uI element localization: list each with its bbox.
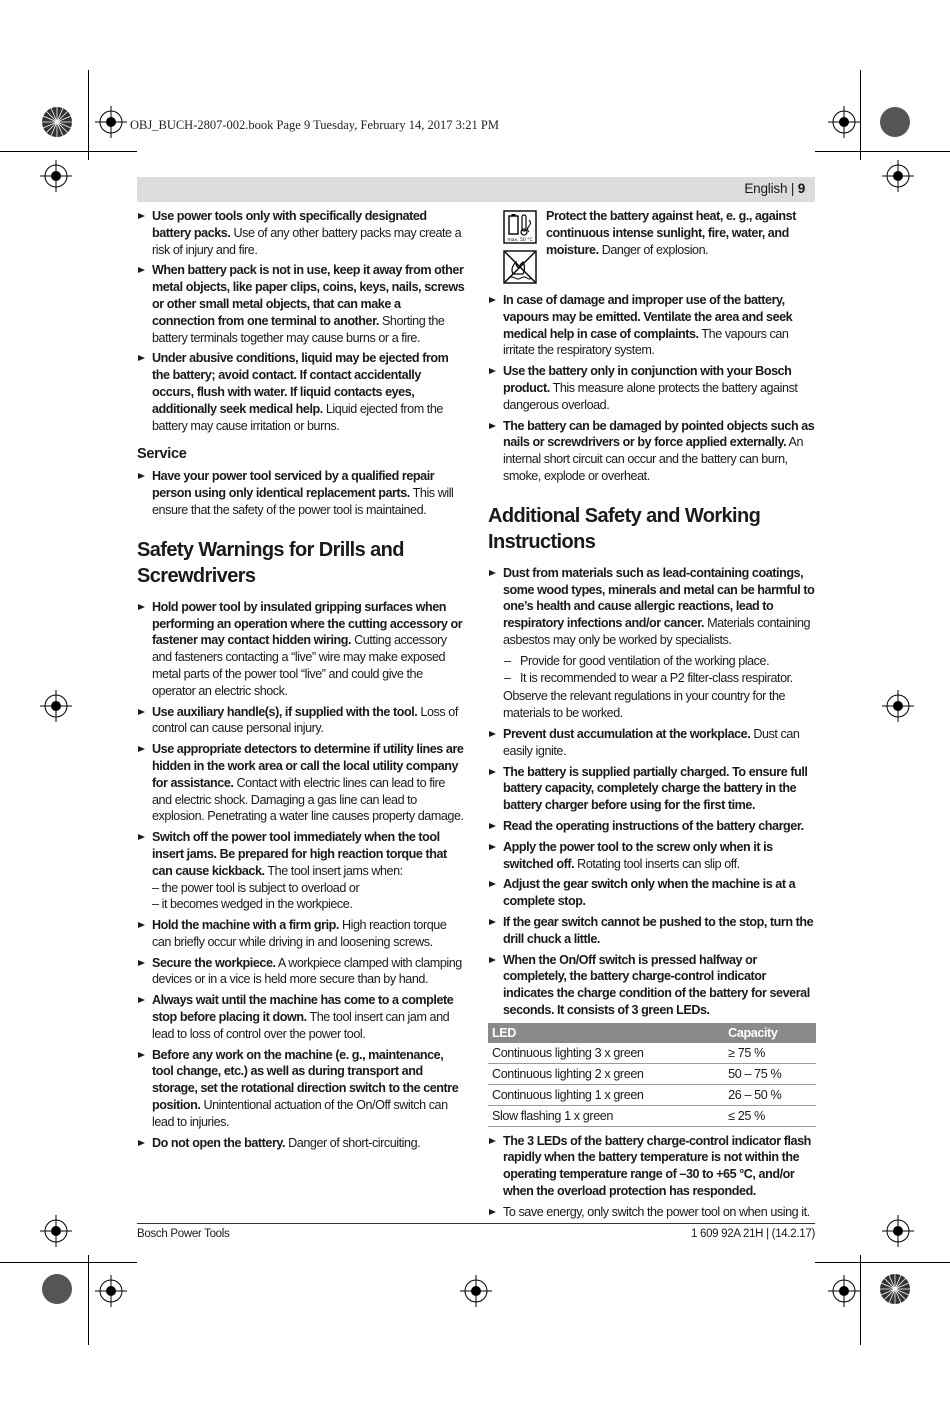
registration-target-icon: [460, 1275, 492, 1307]
registration-dot-icon: [878, 105, 912, 139]
bullet-arrow-icon: [489, 823, 496, 829]
table-cell: Continuous lighting 2 x green: [488, 1063, 724, 1084]
bullet-arrow-icon: [138, 355, 145, 361]
bullet-detectors: Use appropriate detectors to determine if utility lines are hidden in the work area or call the local utility company for assistance. Contact with electric lines can lead to fire and electric shock. Damaging a gas line can lead to explosion. Penetrating a water line causes property damage.: [137, 741, 465, 825]
table-cell: Slow flashing 1 x green: [488, 1105, 724, 1126]
registration-wheel-icon: [878, 1272, 912, 1306]
bullet-arrow-icon: [489, 368, 496, 374]
bullet-pointed-objects: The battery can be damaged by pointed objects such as nails or screwdrivers or by force applied externally. An internal short circuit can occur and the battery can burn, smoke, explode or overheat.: [488, 418, 816, 485]
bullet-arrow-icon: [138, 213, 145, 219]
running-head: English | 9: [744, 181, 805, 196]
bullet-vapours: In case of damage and improper use of the battery, vapours may be emitted. Ventilate the area and seek medical help in case of complaints. The vapours can irritate the respiratory system.: [488, 292, 816, 359]
running-head-language: English: [744, 181, 788, 196]
page-number: 9: [797, 181, 805, 196]
table-row: [488, 1084, 816, 1105]
bullet-arrow-icon: [138, 1140, 145, 1146]
bullet-arrow-icon: [489, 769, 496, 775]
led-capacity-table: [488, 1023, 816, 1127]
svg-text:max. 50 °C: max. 50 °C: [507, 238, 533, 243]
heat-warning: [488, 208, 816, 286]
no-fire-water-icon: [503, 250, 537, 284]
registration-dot-icon: [40, 1272, 74, 1306]
bullet-arrow-icon: [489, 423, 496, 429]
registration-target-icon: [882, 690, 914, 722]
bullet-arrow-icon: [489, 957, 496, 963]
registration-target-icon: [828, 106, 860, 138]
bullet-bosch-product: Use the battery only in conjunction with your Bosch product. This measure alone protects the battery against dangerous overload.: [488, 363, 816, 413]
service-heading: Service: [137, 446, 187, 463]
print-header: OBJ_BUCH-2807-002.book Page 9 Tuesday, February 14, 2017 3:21 PM: [130, 118, 499, 132]
drills-heading: Safety Warnings for Drills and Screwdrivers: [137, 538, 404, 587]
bullet-firm-grip: Hold the machine with a firm grip. High reaction torque can briefly occur while driving in and loosening screws.: [137, 917, 465, 951]
bullet-arrow-icon: [489, 1138, 496, 1144]
crop-mark: [0, 1262, 137, 1263]
bullet-arrow-icon: [138, 997, 145, 1003]
table-row: [488, 1043, 816, 1064]
battery-max-temperature-icon: [503, 210, 537, 244]
bullet-save-energy: To save energy, only switch the power tool on when using it.: [488, 1204, 816, 1221]
bullet-arrow-icon: [138, 1052, 145, 1058]
bullet-insulated-grip: Hold power tool by insulated gripping surfaces when performing an operation where the cutting accessory or fastener may contact hidden wiring. Cutting accessory and fasteners contacting a “live” wire may make exposed metal parts of the power tool “live” and could give the operator an electric shock.: [137, 599, 465, 700]
bullet-arrow-icon: [138, 834, 145, 840]
bullet-arrow-icon: [489, 1209, 496, 1215]
bullet-arrow-icon: [489, 731, 496, 737]
table-row: [488, 1063, 816, 1084]
bullet-maintenance: Before any work on the machine (e. g., maintenance, tool change, etc.) as well as during transport and storage, set the rotational direction switch to the centre position. Unintentional actuation of the On/Off switch can lead to injuries.: [137, 1047, 465, 1131]
crop-mark: [815, 151, 950, 152]
bullet-apply-switched-off: Apply the power tool to the screw only when it is switched off. Rotating tool inserts can slip off.: [488, 839, 816, 873]
header-band: [137, 177, 815, 202]
heat-warning-text: Protect the battery against heat, e. g., against continuous intense sunlight, fire, water, and moisture. Danger of explosion.: [546, 209, 796, 257]
bullet-open-battery: Do not open the battery. Danger of short-circuiting.: [137, 1135, 465, 1152]
registration-target-icon: [40, 1215, 72, 1247]
table-cell: 26 – 50 %: [724, 1084, 816, 1105]
bullet-arrow-icon: [489, 297, 496, 303]
registration-target-icon: [95, 1275, 127, 1307]
registration-target-icon: [828, 1275, 860, 1307]
bullet-arrow-icon: [138, 604, 145, 610]
bullet-auxiliary-handle: Use auxiliary handle(s), if supplied with the tool. Loss of control can cause personal injury.: [137, 704, 465, 738]
crop-mark: [860, 70, 861, 160]
registration-target-icon: [95, 106, 127, 138]
bullet-battery-packs: Use power tools only with specifically designated battery packs. Use of any other battery packs may create a risk of injury and fire.: [137, 208, 465, 258]
crop-mark: [860, 1255, 861, 1345]
bullet-charge-indicator: When the On/Off switch is pressed halfway or completely, the battery charge-control indicator indicates the charge condition of the battery for several seconds. It consists of 3 green LEDs.: [488, 952, 816, 1019]
bullet-insert-jams: Switch off the power tool immediately when the tool insert jams. Be prepared for high reaction torque that can cause kickback. The tool insert jams when: – the power tool is subject to overload or – it becomes wedged in the workpiece.: [137, 829, 465, 913]
registration-target-icon: [40, 690, 72, 722]
bullet-gear-switch-chuck: If the gear switch cannot be pushed to the stop, turn the drill chuck a little.: [488, 914, 816, 948]
bullet-arrow-icon: [138, 960, 145, 966]
bullet-complete-stop: Always wait until the machine has come to a complete stop before placing it down. The tool insert can jam and lead to loss of control over the power tool.: [137, 992, 465, 1042]
bullet-service: Have your power tool serviced by a qualified repair person using only identical replacement parts. This will ensure that the safety of the power tool is maintained.: [137, 468, 465, 518]
bullet-gear-switch-stop: Adjust the gear switch only when the machine is at a complete stop.: [488, 876, 816, 910]
footer-doc-number: 1 609 92A 21H | (14.2.17): [691, 1228, 815, 1240]
dash-ventilation: – Provide for good ventilation of the working place.: [504, 653, 770, 668]
crop-mark: [0, 151, 137, 152]
footer-publisher: Bosch Power Tools: [137, 1228, 230, 1240]
bullet-arrow-icon: [138, 709, 145, 715]
table-header-led: LED: [488, 1023, 724, 1043]
bullet-arrow-icon: [138, 267, 145, 273]
table-row: [488, 1105, 816, 1126]
table-cell: Continuous lighting 3 x green: [488, 1043, 724, 1064]
left-column: [137, 208, 465, 1155]
footer-rule: [137, 1223, 815, 1224]
additional-heading: Additional Safety and Working Instructions: [488, 504, 761, 553]
bullet-metal-objects: When battery pack is not in use, keep it away from other metal objects, like paper clips, coins, keys, nails, screws or other small metal objects, that can make a connection from one terminal to another. Shorting the battery terminals together may cause burns or a fire.: [137, 262, 465, 346]
registration-target-icon: [882, 1215, 914, 1247]
bullet-liquid-ejected: Under abusive conditions, liquid may be ejected from the battery; avoid contact. If contact accidentally occurs, flush with water. If liquid contacts eyes, additionally seek medical help. Liquid ejected from the battery may cause irritation or burns.: [137, 350, 465, 434]
bullet-arrow-icon: [489, 881, 496, 887]
registration-target-icon: [40, 160, 72, 192]
dash-respirator: – It is recommended to wear a P2 filter-class respirator.: [504, 670, 793, 685]
bullet-partially-charged: The battery is supplied partially charged. To ensure full battery capacity, completely charge the battery in the battery charger before using for the first time.: [488, 764, 816, 814]
table-cell: Continuous lighting 1 x green: [488, 1084, 724, 1105]
dust-regulations: Observe the relevant regulations in your country for the materials to be worked.: [503, 689, 786, 721]
bullet-arrow-icon: [489, 570, 496, 576]
crop-mark: [88, 70, 89, 160]
bullet-secure-workpiece: Secure the workpiece. A workpiece clamped with clamping devices or in a vice is held more secure than by hand.: [137, 955, 465, 989]
registration-target-icon: [882, 160, 914, 192]
table-cell: ≥ 75 %: [724, 1043, 816, 1064]
bullet-arrow-icon: [489, 844, 496, 850]
bullet-dust-accumulation: Prevent dust accumulation at the workplace. Dust can easily ignite.: [488, 726, 816, 760]
right-column: [488, 208, 816, 1225]
table-cell: ≤ 25 %: [724, 1105, 816, 1126]
crop-mark: [815, 1262, 950, 1263]
table-header-row: [488, 1023, 816, 1043]
bullet-read-instructions: Read the operating instructions of the battery charger.: [488, 818, 816, 835]
bullet-arrow-icon: [138, 473, 145, 479]
bullet-dust: Dust from materials such as lead-containing coatings, some wood types, minerals and metal can be harmful to one’s health and cause allergic reactions, lead to respiratory infections and/or cancer. Materials containing asbestos may only be worked by specialists.: [488, 565, 816, 649]
bullet-arrow-icon: [138, 922, 145, 928]
bullet-arrow-icon: [138, 746, 145, 752]
registration-wheel-icon: [40, 105, 74, 139]
bullet-arrow-icon: [489, 919, 496, 925]
bullet-leds-flash: The 3 LEDs of the battery charge-control indicator flash rapidly when the battery temperature is not within the operating temperature range of –30 to +65 °C, and/or when the overload protection has responded.: [488, 1133, 816, 1200]
table-cell: 50 – 75 %: [724, 1063, 816, 1084]
table-header-capacity: Capacity: [724, 1023, 816, 1043]
crop-mark: [88, 1255, 89, 1345]
